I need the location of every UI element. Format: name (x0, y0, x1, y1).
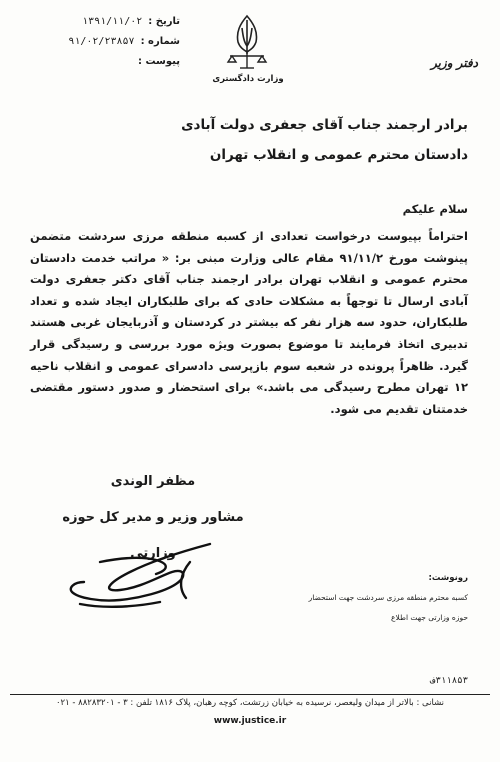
office-label: دفتر وزیر (430, 56, 478, 70)
greeting: سلام علیکم (402, 202, 468, 216)
cc-item-1: کسبه محترم منطقه مرزی سردشت جهت استحضار (308, 593, 468, 602)
handwritten-signature-icon (60, 532, 220, 612)
recipient-title: دادستان محترم عمومی و انقلاب تهران (209, 147, 468, 163)
date-label: تاریخ : (148, 16, 180, 27)
cc-block (248, 568, 468, 628)
document-code: ۳۱۱۸۵۳ف (430, 676, 468, 686)
cc-item-2: حوزه وزارتی جهت اطلاع (391, 613, 468, 622)
recipient-name: برادر ارجمند جناب آقای جعفری دولت آبادی (181, 117, 468, 133)
date-value: ۱۳۹۱/۱۱/۰۲ (82, 16, 143, 27)
attachment-label: پیوست : (137, 56, 180, 67)
number-label: شماره : (140, 36, 180, 47)
footer-website: www.justice.ir (213, 716, 287, 726)
attachment-row (30, 52, 180, 72)
footer-divider (10, 694, 490, 695)
recipient-block (48, 110, 468, 170)
number-row (30, 32, 180, 52)
sender-name: مظفر الوندی (110, 474, 196, 489)
date-row (30, 12, 180, 32)
iran-emblem-icon (222, 10, 272, 74)
letter-meta (30, 12, 180, 72)
sender-title: مشاور وزیر و مدیر کل حوزه وزارتی (62, 510, 244, 561)
letter-body: احتراماً بپیوست درخواست تعدادی از کسبه منطقه مرزی سردشت متضمن پینوشت مورخ ۹۱/۱۱/۲ مقام عالی وزارت مبنی بر: « مراتب خدمت دادستان محترم عمومی و انقلاب تهران برادر ارجمند جناب آقای دکتر جعفری دولت آبادی ارسال تا توجهاً به مشکلات حادی که برای طلبکاران ایجاد شده و تعداد طلبکاران، حدود سه هزار نفر که بیشتر در کردستان و آذربایجان غربی هستند تدبیری اتخاذ فرمایند تا موضوع بصورت ویژه مورد بررسی و رسیدگی قرار گیرد. ظاهراً پرونده در شعبه سوم بازپرسی دادسرای عمومی و انقلاب ناحیه ۱۲ تهران مطرح رسیدگی می باشد.» برای استحضار و صدور دستور مقتضی خدمتتان تقدیم می شود. (30, 229, 468, 416)
footer-address: نشانی : بالاتر از میدان ولیعصر، نرسیده به خیابان زرتشت، کوچه رهبان، پلاک ۱۸۱۶ تلفن : ۳ - ۸۸۲۸۳۲۰۱ - ۰۲۱ (55, 698, 445, 708)
ministry-name: وزارت دادگستری (212, 74, 284, 84)
number-value: ۹۱/۰۲/۲۳۸۵۷ (68, 36, 135, 47)
cc-title: رونوشت: (428, 573, 468, 583)
